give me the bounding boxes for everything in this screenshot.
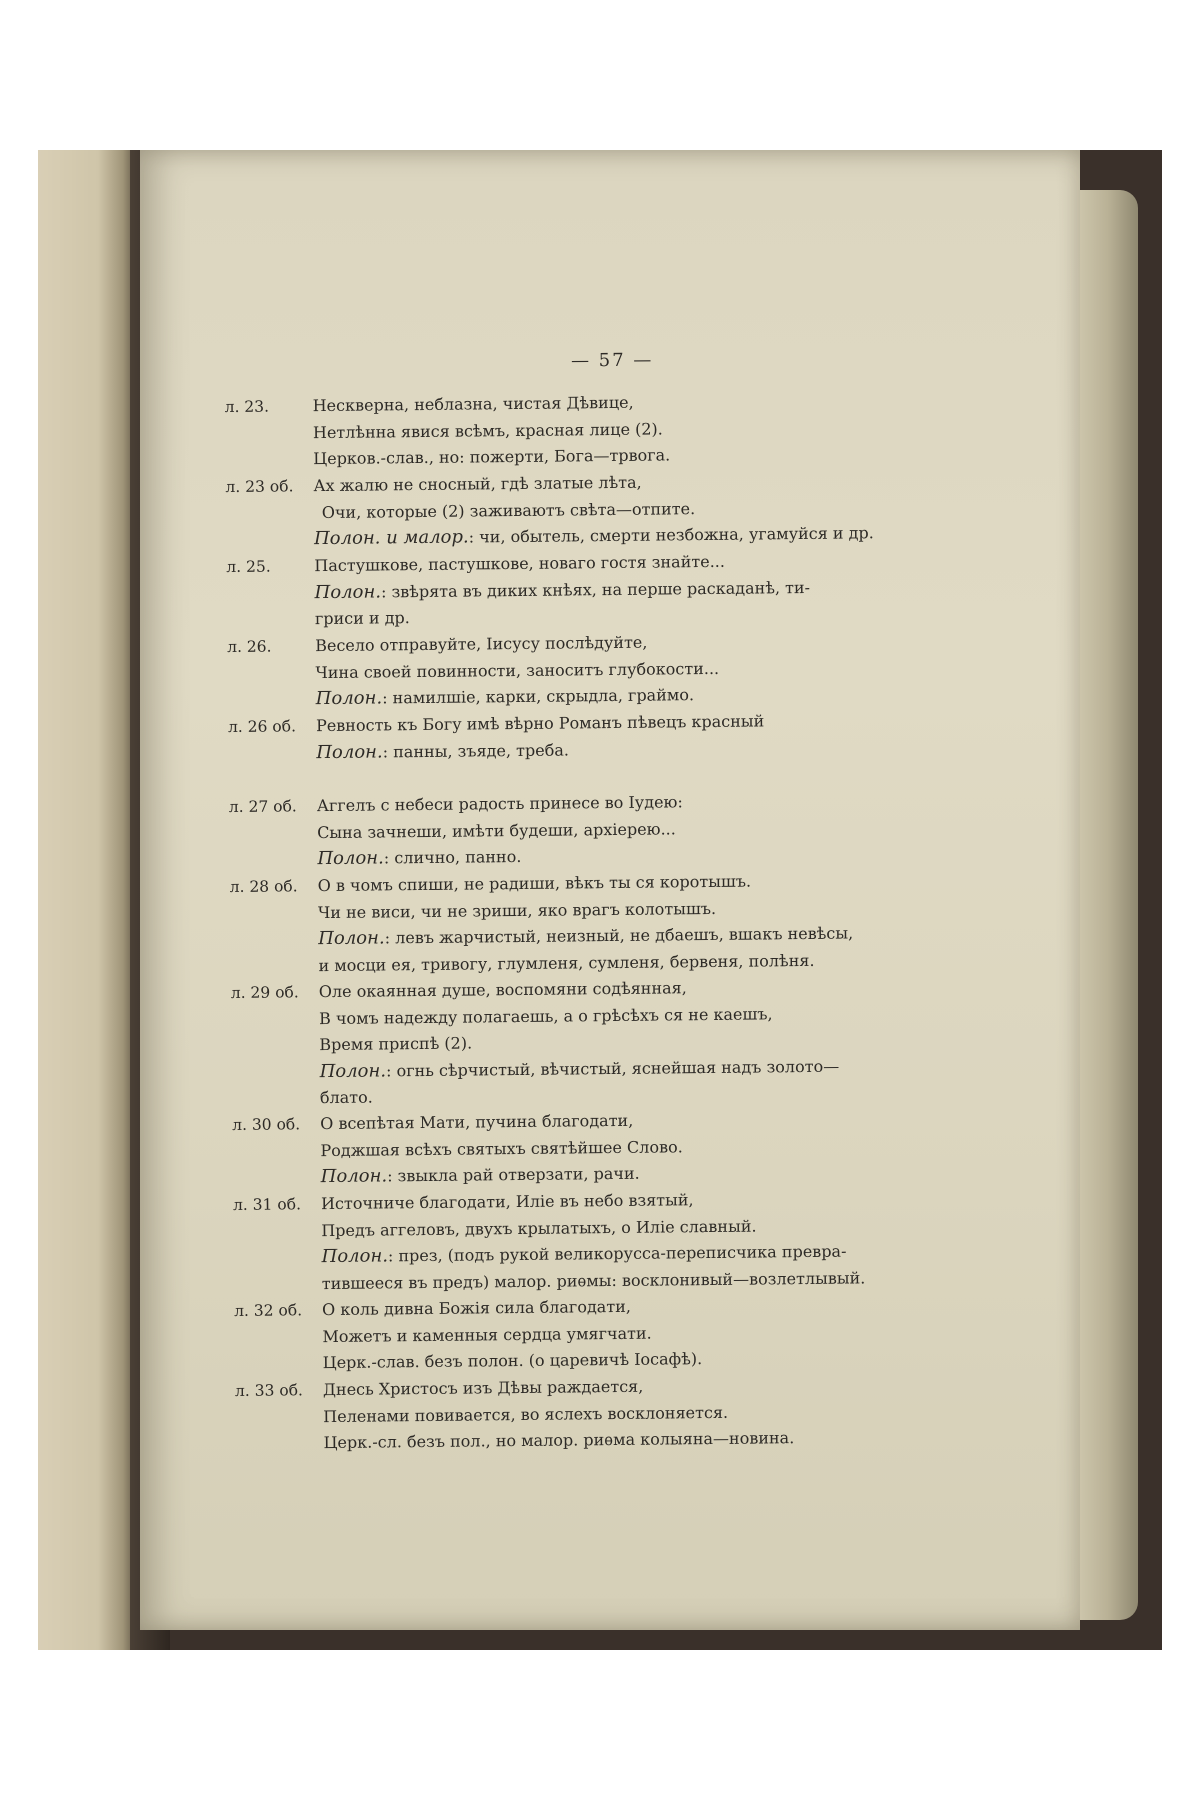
verse-line: Ревность къ Богу имѣ вѣрно Романъ пѣвецъ красный <box>315 711 765 736</box>
entry-11 <box>234 1292 835 1378</box>
verse-line: Очи, которые (2) заживаютъ свѣта—отпите. <box>321 498 696 522</box>
entry-7 <box>229 868 854 980</box>
verse-line: В чомъ надежду полагаешь, а о грѣсѣхъ ся не каешъ, <box>318 1003 773 1028</box>
note-label: Полон. <box>318 927 385 950</box>
leaf-reference: л. 32 об. <box>234 1301 303 1320</box>
leaf-reference: л. 26. <box>227 637 272 657</box>
note-text: : чи, обытель, смерти незбожна, угамуйся и др. <box>468 523 874 547</box>
note-label: Полон. <box>321 1245 389 1268</box>
verse-line: Нетлѣнна явися всѣмъ, красная лице (2). <box>312 418 663 442</box>
verse-line: Сына зачнеши, имѣти будеши, архіерею... <box>317 818 676 842</box>
verse-line: Ах жалю не сносный, гдѣ златые лѣта, <box>313 472 642 496</box>
note-continuation: гриси и др. <box>314 608 410 629</box>
verse-line: Пеленами повивается, во яслехъ восклоняется. <box>323 1402 729 1426</box>
note-text: : огнь сѣрчистый, вѣчистый, яснейшая надъ золото— <box>385 1056 840 1080</box>
note-text: : левъ жарчистый, неизный, не дбаешъ, вшакъ невѣсы, <box>384 923 854 948</box>
page-text <box>140 150 1095 1635</box>
book-page <box>140 150 1080 1630</box>
leaf-reference: л. 31 об. <box>232 1195 302 1215</box>
verse-line: Церк.-сл. безъ пол., но малор. риѳма колыяна—новина. <box>323 1428 795 1453</box>
note-label: Полон. <box>316 740 383 763</box>
note-label: Полон. <box>317 847 384 870</box>
note-continuation: блато. <box>319 1087 373 1108</box>
entry-9 <box>232 1106 833 1192</box>
verse-line: Пастушкове, пастушкове, новаго гостя знайте... <box>314 551 726 576</box>
entry-1 <box>225 388 826 474</box>
dialect-note <box>316 734 828 766</box>
verse-line: Чи не виси, чи не зриши, яко врагъ колотышъ. <box>317 898 717 922</box>
verse-line: Время приспѣ (2). <box>319 1033 473 1055</box>
dialect-note <box>319 1053 840 1085</box>
verse-line: Церков.-слав., но: пожерти, Бога—трвога. <box>313 445 671 469</box>
leaf-reference: л. 28 об. <box>229 877 298 897</box>
leaf-reference: л. 33 об. <box>234 1381 304 1400</box>
note-text: : панны, зъяде, треба. <box>382 739 570 761</box>
verse-line: Весело отправуйте, Іисусу послѣдуйте, <box>315 632 648 656</box>
verse-line: Предъ аггеловъ, двухъ крылатыхъ, о Иліе славный. <box>321 1216 757 1240</box>
note-text: : звѣрята въ диких кнѣях, на перше раскаданѣ, ти- <box>380 577 811 601</box>
entry-3 <box>226 548 827 634</box>
verse-line: Можетъ и каменныя сердца умягчати. <box>322 1323 652 1346</box>
leaf-reference: л. 29 об. <box>230 983 299 1003</box>
note-continuation: тившееся въ предъ) малор. риѳмы: восклонивый—возлетлывый. <box>321 1267 866 1293</box>
entry-4 <box>227 628 828 714</box>
leaf-reference: л. 27 об. <box>228 797 297 817</box>
left-page-edge <box>38 150 138 1650</box>
leaf-reference: л. 30 об. <box>232 1115 301 1135</box>
note-label: Полон. <box>314 580 382 603</box>
note-label: Полон. <box>315 687 383 710</box>
verse-line: Роджшая всѣхъ святыхъ святѣйшее Слово. <box>320 1136 683 1160</box>
verse-line: О всепѣтая Мати, пучина благодати, <box>320 1110 634 1134</box>
book-photo <box>38 150 1162 1650</box>
verse-line: О коль дивна Божія сила благодати, <box>322 1296 631 1320</box>
note-text: : слично, панно. <box>383 846 522 868</box>
leaf-reference: л. 25. <box>226 557 271 577</box>
leaf-reference: л. 23. <box>224 397 270 417</box>
verse-line: Чина своей повинности, заноситъ глубокости... <box>315 658 720 682</box>
verse-line: О в чомъ спиши, не радиши, вѣкъ ты ся коротышъ. <box>317 871 752 896</box>
entry-8 <box>230 974 840 1113</box>
verse-line: Аггелъ с небеси радость принесе во Іудею: <box>316 792 683 816</box>
page-number: — 57 — <box>570 349 654 372</box>
entry-10 <box>232 1186 866 1298</box>
verse-line: Церк.-слав. безъ полон. (о царевичѣ Іосафѣ). <box>322 1349 703 1373</box>
note-label: Полон. <box>319 1059 387 1082</box>
verse-line: Источниче благодати, Иліе въ небо взятый, <box>320 1190 694 1214</box>
note-continuation: и мосци ея, тривогу, глумленя, сумленя, бервеня, полѣня. <box>318 950 815 975</box>
entry-5 <box>228 708 829 767</box>
verse-line: Оле окаянная душе, воспомяни содѣянная, <box>318 978 687 1002</box>
dialect-note <box>314 574 826 606</box>
leaf-reference: л. 26 об. <box>227 717 297 737</box>
note-text: : звыкла рай отверзати, рачи. <box>387 1163 640 1186</box>
entry-12 <box>235 1372 836 1458</box>
leaf-reference: л. 23 об. <box>225 477 294 497</box>
verse-line: Нескверна, неблазна, чистая Дѣвице, <box>312 392 634 416</box>
note-text: : през, (подъ рукой великорусса-переписчика превра- <box>387 1241 847 1266</box>
note-text: : намилшіе, карки, скрыдла, граймо. <box>382 685 695 708</box>
note-label: Полон. и малор. <box>313 526 469 550</box>
note-label: Полон. <box>320 1165 388 1188</box>
entry-2 <box>225 468 874 554</box>
verse-line: Днесь Христосъ изъ Дѣвы раждается, <box>322 1376 644 1400</box>
entry-6 <box>229 788 830 874</box>
